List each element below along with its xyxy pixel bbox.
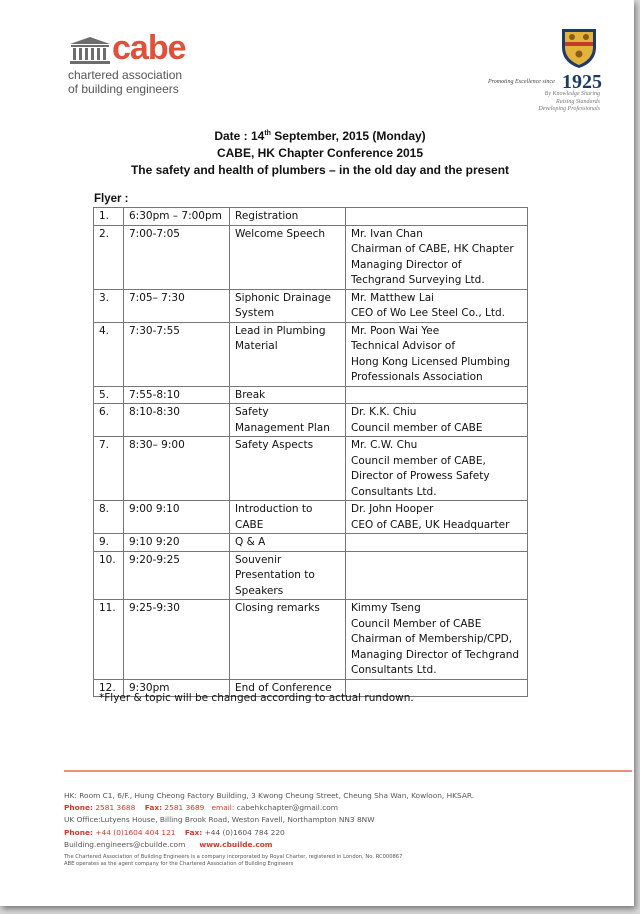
row-speaker bbox=[346, 551, 528, 600]
speaker-line: Dr. John Hooper bbox=[351, 503, 434, 515]
row-speaker bbox=[346, 208, 528, 226]
row-speaker bbox=[346, 225, 528, 289]
speaker-line: Council member of CABE bbox=[351, 421, 483, 434]
rundown-table bbox=[93, 207, 528, 697]
row-time: 7:05– 7:30 bbox=[124, 289, 230, 322]
row-speaker bbox=[346, 404, 528, 437]
rundown-row bbox=[94, 551, 528, 600]
row-item: Closing remarks bbox=[230, 600, 346, 680]
speaker-line: CEO of Wo Lee Steel Co., Ltd. bbox=[351, 307, 505, 319]
rundown-row bbox=[94, 322, 528, 386]
row-number: 6. bbox=[94, 404, 124, 437]
uk-email-link[interactable]: Building.engineers@cbuilde.com bbox=[64, 839, 186, 849]
row-time: 8:10-8:30 bbox=[124, 404, 230, 437]
cabe-logo bbox=[68, 29, 198, 102]
row-item: Welcome Speech bbox=[230, 225, 346, 289]
hk-phone: 2581 3688 bbox=[95, 803, 136, 813]
row-time: 9:25-9:30 bbox=[124, 600, 230, 680]
promo-year: 1925 bbox=[562, 71, 602, 93]
row-item: Registration bbox=[230, 208, 346, 226]
row-number: 8. bbox=[94, 501, 124, 534]
legal-line: The Chartered Association of Building Engineers is a company incorporated by Royal Charter, registered in London, No. RC000867 bbox=[64, 854, 403, 860]
rundown-row bbox=[94, 225, 528, 289]
row-number: 3. bbox=[94, 289, 124, 322]
legal-line: ABE operates as the agent company for the Chartered Association of Building Engineers bbox=[64, 861, 294, 867]
uk-phone: +44 (0)1604 404 121 bbox=[95, 827, 176, 837]
rundown-row bbox=[94, 437, 528, 501]
event-date bbox=[0, 128, 640, 145]
row-item: Safety Aspects bbox=[230, 437, 346, 501]
row-speaker bbox=[346, 437, 528, 501]
speaker-line: Technical Advisor of bbox=[351, 340, 456, 352]
row-speaker bbox=[346, 600, 528, 680]
row-time: 7:00-7:05 bbox=[124, 225, 230, 289]
hk-address: HK: Room C1, 6/F., Hung Cheong Factory Building, 3 Kwong Cheung Street, Cheung Sha Wan, Kowloon, HKSAR. bbox=[64, 791, 475, 800]
crest-icon bbox=[560, 27, 598, 69]
promo-block bbox=[488, 71, 602, 118]
row-item: Siphonic Drainage System bbox=[230, 289, 346, 322]
speaker-line: CEO of CABE, UK Headquarter bbox=[351, 518, 510, 531]
fax-label: Fax: bbox=[144, 803, 163, 813]
row-time: 9:00 9:10 bbox=[124, 501, 230, 534]
row-number: 11. bbox=[94, 600, 124, 680]
row-number: 9. bbox=[94, 534, 124, 552]
promo-tagline: Promoting Excellence since bbox=[488, 79, 555, 85]
row-speaker bbox=[346, 386, 528, 404]
row-time: 9:10 9:20 bbox=[124, 534, 230, 552]
row-number: 7. bbox=[94, 437, 124, 501]
email-label: email: bbox=[211, 803, 235, 813]
motto-line: Raising Standards bbox=[556, 98, 600, 105]
phone-label: Phone: bbox=[64, 827, 93, 837]
rundown-row bbox=[94, 289, 528, 322]
row-speaker bbox=[346, 322, 528, 386]
uk-address: UK Office:Lutyens House, Billing Brook Road, Weston Favell, Northampton NN3 8NW bbox=[64, 815, 375, 825]
logo-wordmark: cabe bbox=[112, 29, 186, 67]
row-number: 10. bbox=[94, 551, 124, 600]
speaker-line: Chairman of Membership/CPD, bbox=[351, 633, 513, 645]
rundown-row bbox=[94, 208, 528, 226]
flyer-label: Flyer : bbox=[94, 193, 129, 205]
row-time: 6:30pm – 7:00pm bbox=[124, 208, 230, 226]
speaker-line: Mr. Matthew Lai bbox=[351, 291, 435, 304]
event-title: CABE, HK Chapter Conference 2015 bbox=[216, 146, 424, 160]
hk-fax: 2581 3689 bbox=[164, 803, 205, 813]
fax-label: Fax: bbox=[184, 827, 203, 837]
uk-contact-line bbox=[64, 827, 474, 839]
motto-line: Developing Professionals bbox=[538, 106, 600, 112]
date-suffix: September, 2015 (Monday) bbox=[270, 129, 426, 143]
row-time: 9:20-9:25 bbox=[124, 551, 230, 600]
speaker-line: Managing Director of Techgrand bbox=[351, 648, 520, 661]
row-item: Lead in Plumbing Material bbox=[230, 322, 346, 386]
row-time: 8:30– 9:00 bbox=[124, 437, 230, 501]
speaker-line: Techgrand Surveying Ltd. bbox=[351, 274, 485, 286]
row-time: 9:30pm bbox=[124, 679, 230, 697]
phone-label: Phone: bbox=[64, 803, 93, 813]
speaker-line: Mr. Ivan Chan bbox=[351, 227, 423, 240]
rundown-row bbox=[94, 501, 528, 534]
speaker-line: Consultants Ltd. bbox=[351, 485, 437, 498]
logo-subtitle-line1: chartered association bbox=[68, 68, 183, 82]
row-item: End of Conference bbox=[230, 679, 346, 697]
row-number: 4. bbox=[94, 322, 124, 386]
row-number: 1. bbox=[94, 208, 124, 226]
row-speaker bbox=[346, 534, 528, 552]
row-item: Introduction to CABE bbox=[230, 501, 346, 534]
footer-divider bbox=[64, 770, 632, 772]
website-link[interactable]: www.cbuilde.com bbox=[199, 839, 273, 849]
row-item: Q & A bbox=[230, 534, 346, 552]
event-topic: The safety and health of plumbers – in the old day and the present bbox=[130, 163, 510, 177]
hk-contact-line bbox=[64, 802, 474, 814]
row-speaker bbox=[346, 289, 528, 322]
rundown-row bbox=[94, 404, 528, 437]
speaker-line: Dr. K.K. Chiu bbox=[351, 406, 417, 418]
speaker-line: Chairman of CABE, HK Chapter bbox=[351, 243, 514, 255]
speaker-line: Council Member of CABE bbox=[351, 617, 482, 630]
motto-line: By Knowledge Sharing bbox=[544, 91, 600, 97]
building-icon bbox=[68, 36, 112, 64]
uk-web-line bbox=[64, 839, 474, 851]
speaker-line: Consultants Ltd. bbox=[351, 664, 437, 676]
speaker-line: Mr. Poon Wai Yee bbox=[351, 324, 440, 337]
speaker-line: Managing Director of bbox=[351, 258, 462, 271]
rundown-note: *Flyer & topic will be changed according to actual rundown. bbox=[99, 692, 414, 704]
legal-footer bbox=[64, 854, 402, 868]
speaker-line: Director of Prowess Safety bbox=[351, 470, 490, 482]
row-item: Souvenir Presentation to Speakers bbox=[230, 551, 346, 600]
row-number: 2. bbox=[94, 225, 124, 289]
motto bbox=[538, 91, 600, 114]
speaker-line: Hong Kong Licensed Plumbing bbox=[351, 355, 511, 368]
row-item: Safety Management Plan bbox=[230, 404, 346, 437]
logo-subtitle-line2: of building engineers bbox=[68, 82, 179, 96]
rundown-row bbox=[94, 600, 528, 680]
speaker-line: Mr. C.W. Chu bbox=[351, 439, 418, 451]
speaker-line: Council member of CABE, bbox=[351, 454, 486, 467]
hk-email-link[interactable]: cabehkchapter@gmail.com bbox=[236, 803, 338, 813]
row-number: 5. bbox=[94, 386, 124, 404]
speaker-line: Professionals Association bbox=[351, 371, 483, 383]
logo-subtitle bbox=[68, 68, 182, 96]
footer-contacts bbox=[64, 790, 474, 851]
rundown-row bbox=[94, 534, 528, 552]
date-superscript: th bbox=[264, 130, 271, 137]
speaker-line: Kimmy Tseng bbox=[351, 602, 421, 614]
row-speaker bbox=[346, 501, 528, 534]
row-number: 12. bbox=[94, 679, 124, 697]
row-time: 7:55-8:10 bbox=[124, 386, 230, 404]
row-time: 7:30-7:55 bbox=[124, 322, 230, 386]
uk-fax: +44 (0)1604 784 220 bbox=[204, 827, 285, 837]
date-prefix: Date : 14 bbox=[214, 129, 265, 143]
rundown-row bbox=[94, 386, 528, 404]
row-item: Break bbox=[230, 386, 346, 404]
